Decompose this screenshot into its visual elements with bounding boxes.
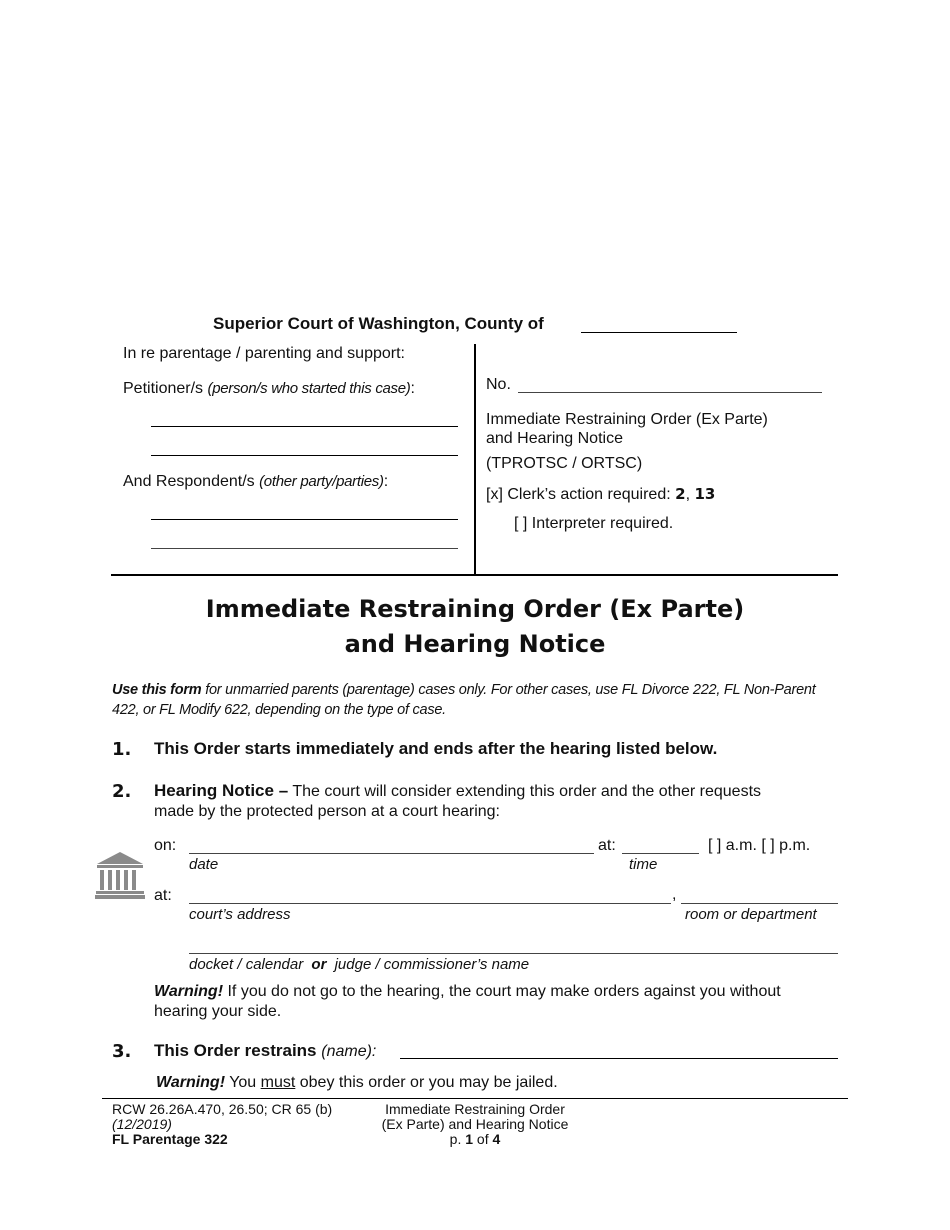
date-line[interactable] — [189, 853, 594, 854]
restrains-warning-must: must — [260, 1074, 296, 1091]
restrains-warning-pre: You — [225, 1074, 261, 1091]
caption-divider — [474, 344, 476, 575]
restrains-heading: This Order restrains — [154, 1041, 317, 1060]
petitioner-line-1[interactable] — [151, 426, 458, 427]
section-1-text: This Order starts immediately and ends after the hearing listed below. — [154, 739, 718, 758]
form-title-line-2: and Hearing Notice — [344, 630, 606, 658]
docket-caption-b: judge / commissioner’s name — [334, 956, 530, 973]
restrains-name-note: (name): — [321, 1043, 377, 1060]
restrains-warning-row — [156, 1074, 558, 1092]
restrains-warning-label: Warning! — [156, 1074, 226, 1091]
address-caption: court’s address — [189, 906, 291, 923]
hearing-notice-heading: Hearing Notice – — [154, 781, 289, 800]
footer-page-prefix: p. — [449, 1131, 466, 1147]
respondent-line-1[interactable] — [151, 519, 458, 520]
intro-line-1 — [112, 682, 815, 698]
clerk-action-sep: , — [685, 486, 691, 503]
hearing-notice-text-2: made by the protected person at a court hearing: — [154, 803, 500, 820]
docket-caption — [189, 956, 529, 973]
respondent-colon: : — [383, 473, 389, 490]
footer-title-2: (Ex Parte) and Hearing Notice — [381, 1116, 569, 1132]
caption-doc-title-1: Immediate Restraining Order (Ex Parte) — [486, 411, 768, 428]
footer-page-total: 4 — [492, 1131, 501, 1147]
restrains-warning-post: obey this order or you may be jailed. — [295, 1074, 558, 1091]
case-no-label: No. — [486, 376, 511, 393]
hearing-warning-label: Warning! — [154, 983, 224, 1000]
intro-text-1: for unmarried parents (parentage) cases only. For other cases, use FL Divorce 222, FL Non-Parent — [201, 682, 816, 698]
footer-page-num: 1 — [465, 1131, 474, 1147]
at-time-label: at: — [598, 837, 616, 854]
intro-lead: Use this form — [112, 682, 202, 698]
footer-form-id: FL Parentage 322 — [112, 1131, 228, 1147]
petitioner-label: Petitioner/s — [123, 380, 204, 397]
docket-or: or — [311, 956, 327, 973]
section-2-line-1 — [154, 781, 761, 801]
caption-doc-code: (TPROTSC / ORTSC) — [486, 455, 643, 472]
clerk-action-num-2: 13 — [694, 485, 716, 503]
address-comma: , — [672, 886, 677, 903]
at-address-label: at: — [154, 887, 172, 904]
room-caption: room or department — [685, 906, 817, 923]
footer-page — [350, 1131, 600, 1147]
court-title: Superior Court of Washington, County of — [213, 314, 544, 333]
date-caption: date — [189, 856, 219, 873]
clerk-action-label: [x] Clerk’s action required: — [486, 486, 671, 503]
petitioner-line-2[interactable] — [151, 455, 458, 456]
docket-caption-a: docket / calendar — [189, 956, 304, 973]
respondent-label: And Respondent/s — [123, 473, 255, 490]
clerk-action-num-1: 2 — [675, 485, 686, 503]
section-1-number: 1. — [112, 739, 132, 760]
hearing-warning-line-1 — [154, 983, 781, 1001]
intro-line-2: 422, or FL Modify 622, depending on the type of case. — [112, 702, 446, 718]
interpreter-row — [514, 515, 673, 533]
footer-rcw: RCW 26.26A.470, 26.50; CR 65 (b) — [112, 1101, 333, 1117]
docket-line[interactable] — [189, 953, 838, 954]
caption-doc-title-2: and Hearing Notice — [486, 430, 623, 447]
hearing-warning-text-2: hearing your side. — [154, 1003, 282, 1020]
footer-page-of: of — [473, 1131, 493, 1147]
hearing-notice-text-1: The court will consider extending this order and the other requests — [288, 783, 762, 800]
time-caption: time — [629, 856, 658, 873]
address-line[interactable] — [189, 903, 671, 904]
petitioner-note: (person/s who started this case) — [207, 380, 411, 397]
petitioner-label-row — [123, 380, 415, 398]
courthouse-icon — [95, 852, 145, 900]
county-line[interactable] — [581, 332, 737, 333]
respondent-line-2[interactable] — [151, 548, 458, 549]
in-re-label: In re parentage / parenting and support: — [123, 345, 405, 362]
section-3-heading-row — [154, 1041, 376, 1061]
caption-bottom-rule — [111, 574, 838, 576]
footer-rule — [102, 1098, 848, 1099]
section-2-number: 2. — [112, 781, 132, 802]
interpreter-checkbox[interactable]: [ ] — [514, 515, 528, 532]
interpreter-label: Interpreter required. — [531, 515, 674, 532]
room-line[interactable] — [681, 903, 838, 904]
footer-title-1: Immediate Restraining Order — [385, 1101, 565, 1117]
clerk-action-row — [486, 485, 715, 504]
restrained-name-line[interactable] — [400, 1058, 838, 1059]
petitioner-colon: : — [410, 380, 415, 397]
am-pm-checkboxes[interactable]: [ ] a.m. [ ] p.m. — [708, 837, 811, 854]
time-line[interactable] — [622, 853, 699, 854]
respondent-label-row — [123, 473, 388, 491]
case-no-line[interactable] — [518, 392, 822, 393]
footer-date: (12/2019) — [112, 1116, 172, 1132]
respondent-note: (other party/parties) — [259, 473, 384, 490]
form-title-line-1: Immediate Restraining Order (Ex Parte) — [205, 595, 745, 623]
hearing-warning-text-1: If you do not go to the hearing, the court may make orders against you without — [223, 983, 781, 1000]
on-label: on: — [154, 837, 177, 854]
section-3-number: 3. — [112, 1041, 132, 1062]
